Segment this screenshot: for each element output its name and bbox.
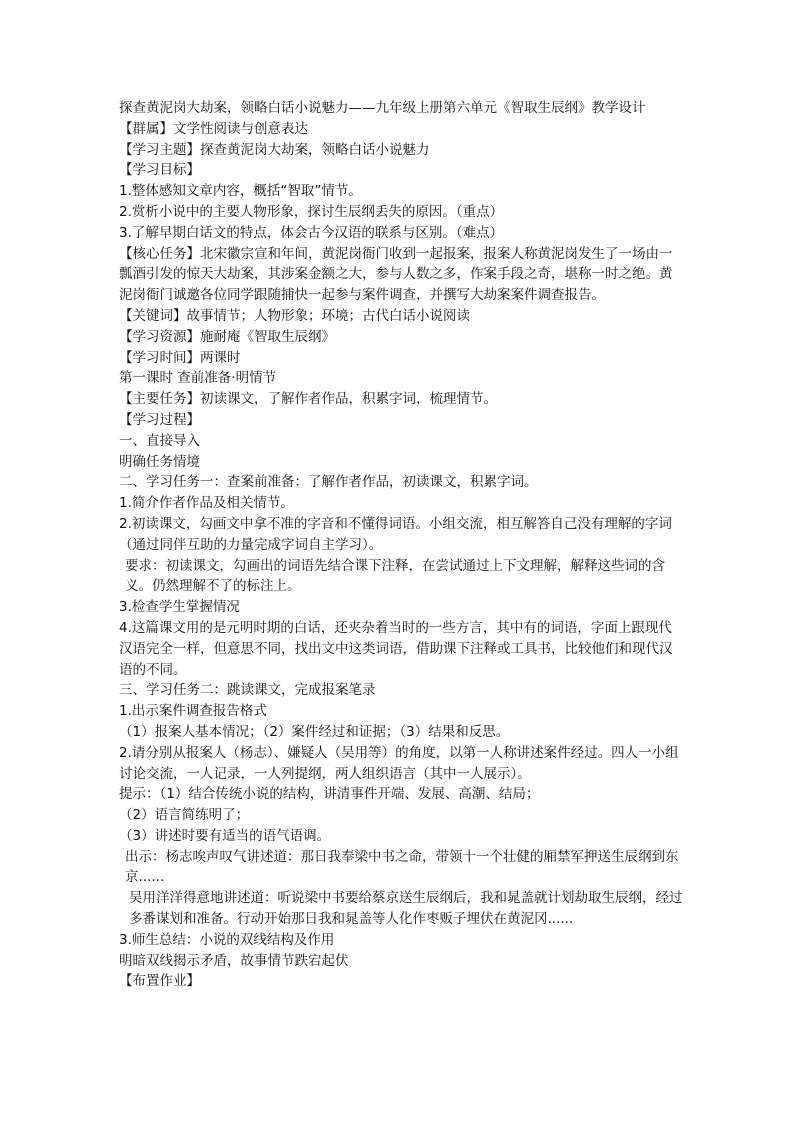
resources-line: 【学习资源】施耐庵《智取生辰纲》	[119, 328, 335, 345]
lesson-1-heading: 第一课时 查前准备·明情节	[119, 370, 277, 387]
main-task: 【主要任务】初读课文，了解作者作品，积累字词，梳理情节。	[119, 391, 497, 408]
hint-3: （3）讲述时要有适当的语气语调。	[119, 827, 331, 844]
keywords-line: 【关键词】故事情节；人物形象；环境；古代白话小说阅读	[119, 307, 470, 324]
section-3-heading: 三、学习任务二：跳读课文，完成报案笔录	[119, 682, 376, 699]
task-2-step-3: 3.师生总结：小说的双线结构及作用	[119, 931, 335, 948]
task-1-step-1: 1.简介作者作品及相关情节。	[119, 495, 294, 512]
objective-2: 2.赏析小说中的主要人物形象，探讨生辰纲丢失的原因。（重点）	[119, 203, 504, 220]
document-title: 探查黄泥岗大劫案，领略白话小说魅力——九年级上册第六单元《智取生辰纲》教学设计	[119, 100, 646, 116]
section-1-text: 明确任务情境	[119, 453, 200, 470]
document-page	[119, 98, 683, 992]
objective-1: 1.整体感知文章内容，概括“智取”情节。	[119, 183, 362, 200]
section-1-heading: 一、直接导入	[119, 432, 200, 449]
task-1-step-2: 2.初读课文，勾画文中拿不准的字音和不懂得词语。小组交流，相互解答自己没有理解的字词（通过同伴互助的力量完成字词自主学习）。	[119, 515, 672, 553]
hint-2: （2）语言简练明了；	[119, 807, 250, 824]
task-1-requirement: 要求：初读课文，勾画出的词语先结合课下注释，在尝试通过上下文理解，解释这些词的含义。仍然理解不了的标注上。	[125, 557, 665, 595]
hint-1: 提示：（1）结合传统小说的结构，讲清事件开端、发展、高潮、结局；	[119, 786, 540, 803]
task-1-step-4: 4.这篇课文用的是元明时期的白话，还夹杂着当时的一些方言，其中有的词语，字面上跟现代汉语完全一样，但意思不同，找出文中这类词语，借助课下注释或工具书，比较他们和现代汉语的不同。	[119, 619, 673, 678]
objectives-heading: 【学习目标】	[119, 162, 200, 179]
task-1-step-3: 3.检查学生掌握情况	[119, 599, 240, 616]
homework-heading: 【布置作业】	[119, 973, 200, 990]
topic-line: 【学习主题】探查黄泥岗大劫案，领略白话小说魅力	[119, 141, 430, 158]
time-line: 【学习时间】两课时	[119, 349, 241, 366]
example-yang-zhi: 出示：杨志唉声叹气讲述道：那日我奉梁中书之命，带领十一个壮健的厢禁军押送生辰纲到东京......	[125, 848, 679, 886]
summary-line: 明暗双线揭示矛盾，故事情节跌宕起伏	[119, 952, 349, 969]
report-format: （1）报案人基本情况；（2）案件经过和证据；（3）结果和反思。	[119, 723, 510, 740]
task-2-step-1: 1.出示案件调查报告格式	[119, 703, 267, 720]
objective-3: 3.了解早期白话文的特点，体会古今汉语的联系与区别。（难点）	[119, 224, 504, 241]
process-heading: 【学习过程】	[119, 411, 200, 428]
section-2-heading: 二、学习任务一：查案前准备：了解作者作品，初读课文，积累字词。	[119, 474, 538, 491]
core-task: 【核心任务】北宋徽宗宣和年间，黄泥岗衙门收到一起报案，报案人称黄泥岗发生了一场由一瓢酒引发的惊天大劫案，其涉案金额之大，参与人数之多，作案手段之奇，堪称一时之绝。黄泥岗衙门诚邀各位同学跟随捕快一起参与案件调查，并撰写大劫案案件调查报告。	[119, 245, 673, 304]
genre-line: 【群属】文学性阅读与创意表达	[119, 120, 308, 137]
task-2-step-2: 2.请分别从报案人（杨志）、嫌疑人（吴用等）的角度，以第一人称讲述案件经过。四人一小组讨论交流，一人记录，一人列提纲，两人组织语言（其中一人展示）。	[119, 744, 679, 782]
example-wu-yong: 吴用洋洋得意地讲述道：听说梁中书要给蔡京送生辰纲后，我和晁盖就计划劫取生辰纲，经过多番谋划和准备。行动开始那日我和晁盖等人化作枣贩子埋伏在黄泥冈......	[129, 890, 683, 928]
